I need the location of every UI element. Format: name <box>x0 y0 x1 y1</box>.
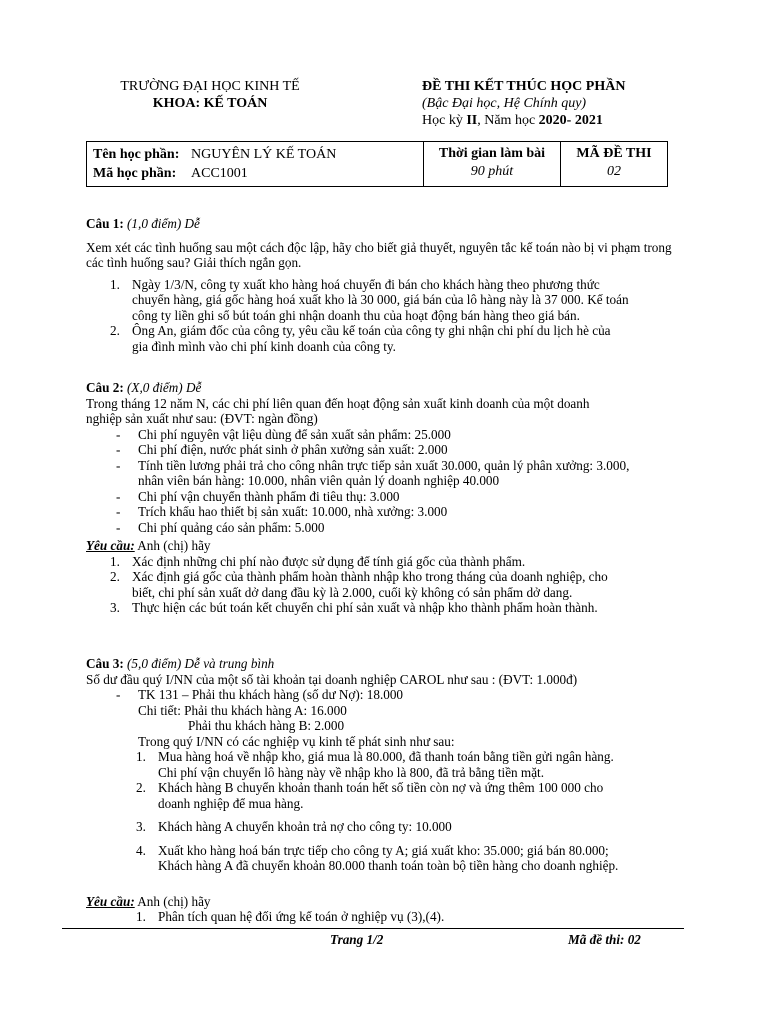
question-3 <box>86 656 692 925</box>
list-item: 1. Xác định những chi phí nào được sử dụng để tính giá gốc của thành phẩm. <box>110 553 526 569</box>
exam-code-cell: MÃ ĐỀ THI 02 <box>561 142 668 187</box>
cost-item: - Chi phí nguyên vật liệu dùng để sản xuất sản phẩm: 25.000 <box>116 426 451 442</box>
cost-item: - Chi phí vận chuyển thành phẩm đi tiêu thụ: 3.000 <box>116 488 400 504</box>
account-detail-b: Phải thu khách hàng B: 2.000 <box>188 718 345 733</box>
list-item: 1. Ngày 1/3/N, công ty xuất kho hàng hoá chuyển đi bán cho khách hàng theo phương thức chuyển hàng, giá gốc hàng hoá xuất kho là 30 000, giá bán của lô hàng này là 37 000. Kế toán công ty liền ghi sổ bút toán ghi nhận doanh thu của hoạt động bán hàng theo giá bán. <box>110 276 629 323</box>
operation-item: 2. Khách hàng B chuyển khoản thanh toán hết số tiền còn nợ và ứng thêm 100 000 cho doanh nghiệp để mua hàng. <box>136 780 604 811</box>
page-number: Trang 1/2 <box>330 932 384 947</box>
question-3-title: Câu 3: (5,0 điểm) Dễ và trung bình <box>86 656 275 671</box>
exam-type: (Bậc Đại học, Hệ Chính quy) <box>422 96 587 111</box>
question-1 <box>86 216 692 354</box>
question-3-intro: Số dư đầu quý I/NN của một số tài khoản tại doanh nghiệp CAROL như sau : (ĐVT: 1.000đ) <box>86 671 578 687</box>
time-value: 90 phút <box>470 164 514 179</box>
faculty-name: KHOA: KẾ TOÁN <box>152 96 268 111</box>
course-name: NGUYÊN LÝ KẾ TOÁN <box>191 147 337 162</box>
exam-header <box>422 78 722 129</box>
question-2-intro: Trong tháng 12 năm N, các chi phí liên quan đến hoạt động sản xuất kinh doanh của một doanh <box>86 395 590 411</box>
account-detail-a: Chi tiết: Phải thu khách hàng A: 16.000 <box>138 702 347 718</box>
question-2 <box>86 380 692 616</box>
course-code: ACC1001 <box>191 166 248 181</box>
list-item: 2. Xác định giá gốc của thành phẩm hoàn thành nhập kho trong tháng của doanh nghiệp, cho biết, chi phí sản xuất dở dang đầu kỳ là 2.000, cuối kỳ không có sản phẩm dở dang. <box>110 569 608 600</box>
list-item: 1. Phân tích quan hệ đối ứng kế toán ở nghiệp vụ (3),(4). <box>136 909 445 924</box>
cost-item: - Chi phí điện, nước phát sinh ở phân xưởng sản xuất: 2.000 <box>116 442 448 457</box>
question-2-intro-cont: nghiệp sản xuất như sau: (ĐVT: ngàn đồng) <box>86 411 318 426</box>
cost-item: - Chi phí quảng cáo sản phẩm: 5.000 <box>116 519 325 535</box>
semester-line: Học kỳ II, Năm học 2020- 2021 <box>422 113 603 128</box>
footer-exam-code: Mã đề thi: 02 <box>568 932 641 947</box>
question-1-title: Câu 1: (1,0 điểm) Dễ <box>86 216 200 231</box>
course-info-table <box>86 141 668 187</box>
course-cell: Tên học phần: NGUYÊN LÝ KẾ TOÁN Mã học phần: ACC1001 <box>87 142 424 187</box>
question-3-requirement: Yêu cầu: Anh (chị) hãy <box>86 893 211 909</box>
cost-item: - Tính tiền lương phải trả cho công nhân trực tiếp sản xuất 30.000, quản lý phân xưởng: 3.000, nhân viên bán hàng: 10.000, nhân viên quản lý doanh nghiệp 40.000 <box>116 457 630 488</box>
exam-title: ĐỀ THI KẾT THÚC HỌC PHẦN <box>422 79 626 94</box>
operation-item: 3. Khách hàng A chuyển khoản trả nợ cho công ty: 10.000 <box>136 819 452 834</box>
footer-divider <box>62 928 684 929</box>
question-2-title: Câu 2: (X,0 điểm) Dễ <box>86 380 202 395</box>
cost-item: - Trích khấu hao thiết bị sản xuất: 10.000, nhà xưởng: 3.000 <box>116 504 448 519</box>
list-item: 3. Thực hiện các bút toán kết chuyển chi phí sản xuất và nhập kho thành phẩm hoàn thành. <box>110 600 598 615</box>
exam-code: 02 <box>607 164 621 179</box>
time-cell: Thời gian làm bài 90 phút <box>424 142 561 187</box>
operations-intro: Trong quý I/NN có các nghiệp vụ kinh tế phát sinh như sau: <box>138 733 455 749</box>
operation-item: 4. Xuất kho hàng hoá bán trực tiếp cho công ty A; giá xuất kho: 35.000; giá bán 80.000; Khách hàng A đã chuyển khoản 80.000 thanh toán toàn bộ tiền hàng cho doanh nghiệp. <box>136 842 619 873</box>
account-item: - TK 131 – Phải thu khách hàng (số dư Nợ): 18.000 <box>116 687 404 702</box>
school-name: TRƯỜNG ĐẠI HỌC KINH TẾ <box>120 79 300 94</box>
school-header <box>60 78 360 112</box>
question-2-requirement: Yêu cầu: Anh (chị) hãy <box>86 538 211 553</box>
list-item: 2. Ông An, giám đốc của công ty, yêu cầu kế toán của công ty ghi nhận chi phí du lịch hè của gia đình mình vào chi phí kinh doanh của công ty. <box>110 323 611 354</box>
operation-item: 1. Mua hàng hoá về nhập kho, giá mua là 80.000, đã thanh toán bằng tiền gửi ngân hàng. Chi phí vận chuyển lô hàng này về nhập kho là 800, đã trả bằng tiền mặt. <box>136 749 614 780</box>
question-1-intro: Xem xét các tình huống sau một cách độc lập, hãy cho biết giả thuyết, nguyên tắc kế toán nào bị vi phạm trong các tình huống sau? Giải thích ngắn gọn. <box>86 239 672 270</box>
